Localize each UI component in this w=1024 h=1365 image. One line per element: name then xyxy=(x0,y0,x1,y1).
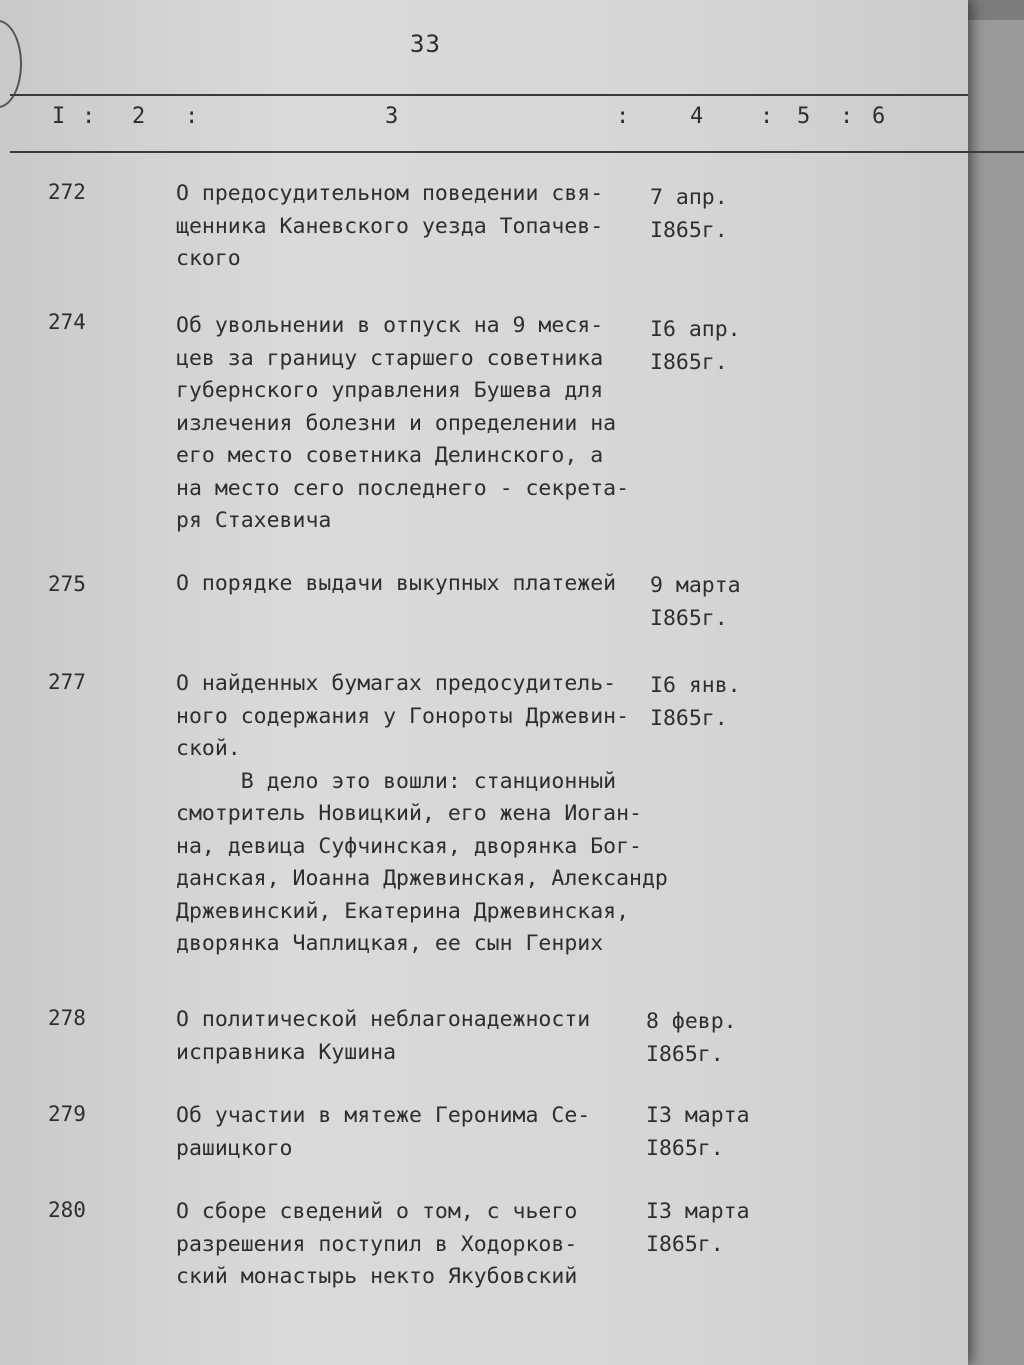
column-separator: : xyxy=(616,104,630,129)
underlying-page xyxy=(960,20,1024,1365)
entry-date-day: 7 апр. xyxy=(650,185,728,210)
header-rule-top xyxy=(10,94,968,96)
column-separator: : xyxy=(760,104,774,129)
entry-line: излечения болезни и определении на xyxy=(176,410,617,436)
entry-description xyxy=(176,178,646,276)
entry-date-day: I6 янв. xyxy=(650,673,741,698)
entry-line: исправника Кушина xyxy=(176,1039,397,1065)
column-separator: : xyxy=(82,104,96,129)
entry-date xyxy=(650,314,741,379)
column-header-2: 2 xyxy=(132,104,146,129)
column-separator: : xyxy=(185,104,199,129)
entry-description xyxy=(176,668,676,961)
entry-line: на место сего последнего - секрета- xyxy=(176,475,630,501)
page-number: 33 xyxy=(410,30,441,58)
column-header-4: 4 xyxy=(690,104,704,129)
entry-date-year: I865г. xyxy=(650,217,728,243)
entry-line: губернского управления Бушева для xyxy=(176,378,604,403)
entry-date-year: I865г. xyxy=(650,349,728,375)
entry-date-day: I3 марта xyxy=(646,1199,750,1224)
entry-number: 279 xyxy=(48,1102,86,1126)
entry-line: О найденных бумагах предосудитель- xyxy=(176,671,617,696)
entry-date-day: 8 февр. xyxy=(646,1009,737,1034)
entry-description xyxy=(176,1004,646,1069)
header-rule-bottom xyxy=(10,151,1024,153)
entry-line: ский монастырь некто Якубовский xyxy=(176,1264,578,1289)
entry-date xyxy=(646,1100,750,1165)
entry-number: 274 xyxy=(48,310,86,334)
entry-line: щенника Каневского уезда Топачев- xyxy=(176,213,604,239)
entry-line: разрешения поступил в Ходорков- xyxy=(176,1231,578,1257)
entry-number: 277 xyxy=(48,670,86,694)
entry-line: на, девица Суфчинская, дворянка Бог- xyxy=(176,833,642,859)
entry-line: рашицкого xyxy=(176,1135,293,1161)
entry-date-day: I3 марта xyxy=(646,1103,750,1128)
entry-description xyxy=(176,1196,646,1294)
entry-description xyxy=(176,568,646,601)
entry-line: ного содержания у Гонороты Држевин- xyxy=(176,703,630,729)
entry-date xyxy=(650,670,741,735)
entry-date-year: I865г. xyxy=(650,705,728,731)
entry-line: В дело это вошли: станционный xyxy=(176,768,617,794)
entry-line: ря Стахевича xyxy=(176,508,332,533)
entry-date-year: I865г. xyxy=(646,1135,724,1161)
entry-date-day: I6 апр. xyxy=(650,317,741,342)
entry-line: ской. xyxy=(176,736,241,761)
entry-line: смотритель Новицкий, его жена Иоган- xyxy=(176,801,642,826)
entry-number: 278 xyxy=(48,1006,86,1030)
entry-date-year: I865г. xyxy=(650,605,728,631)
entry-line: ского xyxy=(176,246,241,271)
entry-number: 275 xyxy=(48,572,86,596)
column-separator: : xyxy=(840,104,854,129)
entry-line: О сборе сведений о том, с чьего xyxy=(176,1199,578,1224)
entry-date xyxy=(646,1196,750,1261)
entry-date xyxy=(650,570,741,635)
column-header-5: 5 xyxy=(797,104,811,129)
entry-line: Об участии в мятеже Геронима Се- xyxy=(176,1103,591,1128)
column-header-6: 6 xyxy=(872,104,886,129)
entry-line: данская, Иоанна Држевинская, Александр xyxy=(176,866,668,891)
entry-description xyxy=(176,1100,646,1165)
entry-date xyxy=(646,1006,737,1071)
entry-description xyxy=(176,310,646,538)
entry-line: Об увольнении в отпуск на 9 меся- xyxy=(176,313,604,338)
entry-date xyxy=(650,182,728,247)
entry-line: О политической неблагонадежности xyxy=(176,1007,591,1032)
entry-date-year: I865г. xyxy=(646,1041,724,1067)
entry-date-year: I865г. xyxy=(646,1231,724,1257)
entry-number: 280 xyxy=(48,1198,86,1222)
column-header-3: 3 xyxy=(385,104,399,129)
entry-line: Држевинский, Екатерина Држевинская, xyxy=(176,898,630,924)
entry-line: его место советника Делинского, а xyxy=(176,443,604,468)
column-header-1: I xyxy=(52,104,66,129)
entry-line: дворянка Чаплицкая, ее сын Генрих xyxy=(176,931,604,956)
entry-line: цев за границу старшего советника xyxy=(176,345,604,371)
entry-line: О порядке выдачи выкупных платежей xyxy=(176,571,617,596)
entry-line: О предосудительном поведении свя- xyxy=(176,181,604,206)
entry-number: 272 xyxy=(48,180,86,204)
entry-date-day: 9 марта xyxy=(650,573,741,598)
